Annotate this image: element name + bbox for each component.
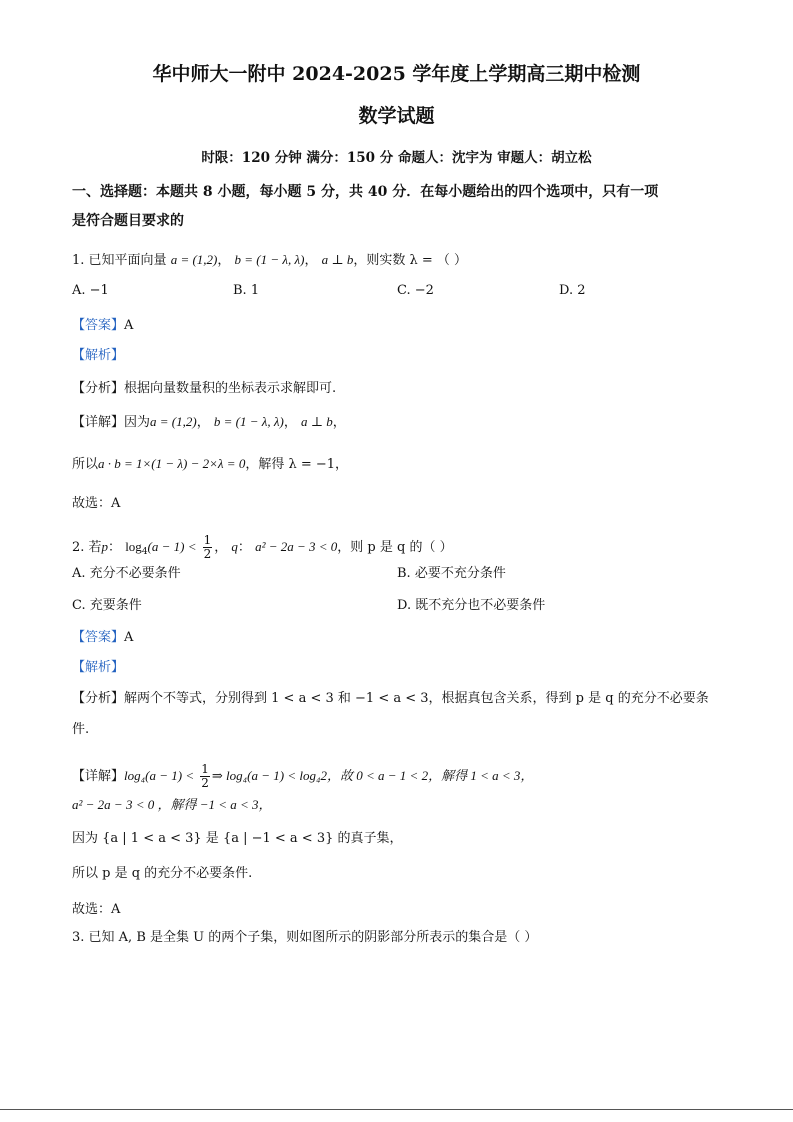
q2-analysis [72, 659, 124, 677]
exam-title: 华中师大一附中 2024-2025 学年度上学期高三期中检测 [152, 63, 641, 85]
q1-option-c: C. −2 [397, 283, 434, 298]
q2-q-label: q [231, 539, 238, 554]
q1-detail1: 【详解】因为a = (1,2)， b = (1 − λ, λ)， a ⊥ b， [72, 414, 346, 430]
q2-option-c: C. 充要条件 [72, 598, 142, 613]
q2-detail1-tail: (a − 1) < log₄2，故 0 < a − 1 < 2，解得 1 < a < 3， [247, 768, 534, 783]
q2-q-expr: a² − 2a − 3 < 0 [255, 539, 338, 554]
q1-choose: 故选：A [72, 496, 121, 511]
section-heading-line2: 是符合题目要求的 [72, 213, 184, 229]
q2-detail2-text: a² − 2a − 3 < 0 ，解得 −1 < a < 3， [72, 797, 272, 812]
q1-detail2-suffix: ，解得 λ = −1， [245, 457, 349, 472]
exam-meta: 时限：120 分钟 满分：150 分 命题人：沈宇为 审题人：胡立松 [201, 150, 592, 166]
q2-detail-fraction [200, 763, 210, 790]
q1-option-d: D. 2 [559, 283, 586, 298]
q1-option-a: A. −1 [72, 283, 109, 298]
q2-answer-value: A [124, 630, 134, 645]
q1-detail2-prefix: 所以 [72, 457, 99, 472]
fenxi-tag: 【分析】 [72, 691, 125, 706]
q2-detail1 [72, 763, 533, 790]
section-heading-line1: 一、选择题：本题共 8 小题，每小题 5 分，共 40 分．在每小题给出的四个选项中，只有一项 [72, 184, 659, 200]
answer-tag: 【答案】 [72, 630, 125, 645]
q2-p-base: 4 [141, 547, 148, 557]
q2-detail3: 因为 {a | 1 < a < 3} 是 {a | −1 < a < 3} 的真子集， [72, 831, 403, 846]
q2-detail1-arrow: ⇒ log₄ [211, 768, 248, 783]
page-bottom-rule [0, 1109, 793, 1110]
q1-stem: 1. 已知平面向量 a = (1,2)， b = (1 − λ, λ)， a ⊥ b，则实数 λ = （ ） [72, 252, 468, 268]
q2-fenxi-line1: 解两个不等式，分别得到 1 < a < 3 和 −1 < a < 3，根据真包含关系，得到 p 是 q 的充分不必要条 [124, 691, 709, 706]
q2-detail2 [72, 796, 272, 815]
fenxi-tag: 【分析】 [72, 381, 125, 396]
q1-fenxi [72, 380, 336, 398]
q2-fenxi [72, 690, 709, 708]
detail-tag: 【详解】 [72, 769, 125, 784]
q1-stem-perp: a ⊥ b [321, 252, 354, 267]
detail-tag: 【详解】 [72, 415, 125, 430]
q2-stem-suffix: ，则 p 是 q 的（ ） [337, 540, 453, 555]
q3-stem: 3. 已知 A, B 是全集 U 的两个子集，则如图所示的阴影部分所表示的集合是（ ） [72, 930, 538, 945]
q2-stem-prefix: 2. 若 [72, 540, 102, 555]
exam-subtitle: 数学试题 [358, 105, 435, 127]
q2-detail4: 所以 p 是 q 的充分不必要条件. [72, 866, 253, 881]
q2-frac-num: 1 [203, 533, 212, 547]
q1-answer [72, 317, 133, 335]
q2-answer [72, 629, 133, 647]
q2-p-expr: (a − 1) < [147, 539, 197, 554]
analysis-tag: 【解析】 [72, 660, 125, 675]
q1-detail1-a: a = (1,2) [150, 414, 197, 429]
analysis-tag: 【解析】 [72, 348, 125, 363]
q1-option-b: B. 1 [233, 283, 260, 298]
answer-tag: 【答案】 [72, 318, 125, 333]
q2-choose: 故选：A [72, 902, 121, 917]
q2-detail-frac-num: 1 [201, 762, 209, 776]
q1-detail1-prefix: 因为 [124, 415, 151, 430]
q1-detail1-perp: a ⊥ b [300, 414, 333, 429]
q1-answer-value: A [124, 318, 134, 333]
q1-detail2 [72, 455, 348, 474]
q2-stem: 2. 若p： $\log_4(a - 1)$ < $\frac{1}{2}$ ， q： a² − 2a − 3 < 0，则 p 是 q 的（ ） [72, 533, 453, 561]
q2-p-log: log [125, 539, 142, 554]
q1-stem-vector-b: b = (1 − λ, λ) [234, 252, 305, 267]
q2-detail-frac-den: 2 [201, 776, 209, 790]
q2-option-b: B. 必要不充分条件 [397, 566, 506, 581]
q1-analysis [72, 347, 124, 365]
q1-stem-suffix: ，则实数 λ = （ ） [353, 253, 468, 268]
q1-stem-vector-a: a = (1,2) [170, 252, 218, 267]
q2-fenxi-line2: 件. [72, 722, 90, 737]
q1-detail2-expr: a · b = 1×(1 − λ) − 2×λ = 0 [98, 456, 246, 471]
q1-fenxi-text: 根据向量数量积的坐标表示求解即可. [124, 381, 337, 396]
q1-stem-prefix: 1. 已知平面向量 [72, 253, 167, 268]
q1-detail1-b: b = (1 − λ, λ) [213, 414, 284, 429]
q2-option-d: D. 既不充分也不必要条件 [397, 598, 546, 613]
q2-option-a: A. 充分不必要条件 [72, 566, 181, 581]
q2-p-label: p [101, 539, 109, 554]
q2-fraction [203, 534, 213, 561]
q2-frac-den: 2 [203, 547, 212, 561]
q2-detail1-head: log₄(a − 1) < [124, 768, 195, 783]
